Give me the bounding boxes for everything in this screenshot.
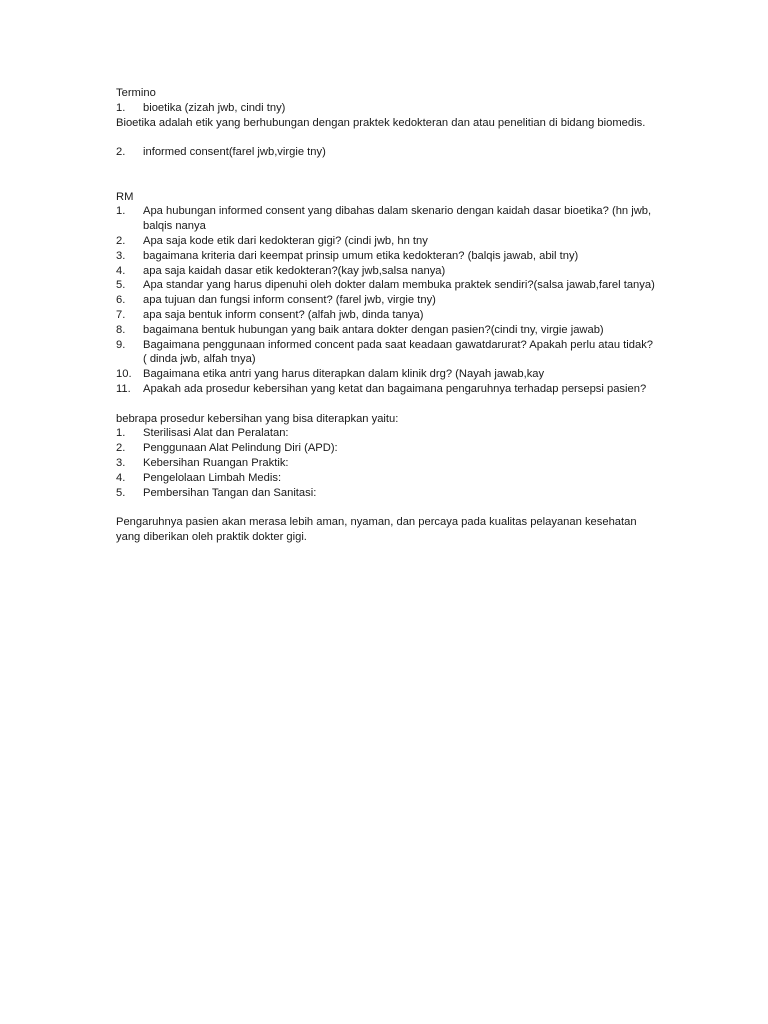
list-item: 4. apa saja kaidah dasar etik kedokteran?(kay jwb,salsa nanya) [116, 264, 446, 277]
document-body [116, 86, 656, 545]
list-item: 10. Bagaimana etika antri yang harus diterapkan dalam klinik drg? (Nayah jawab,kay [116, 368, 545, 381]
list-item: 5. Apa standar yang harus dipenuhi oleh dokter dalam membuka praktek sendiri?(salsa jawab,farel tanya) [116, 279, 655, 292]
list-item: 5. Pembersihan Tangan dan Sanitasi: [116, 486, 317, 499]
prosedur-intro: bebrapa prosedur kebersihan yang bisa diterapkan yaitu: [116, 412, 399, 425]
bioetika-definition: Bioetika adalah etik yang berhubungan dengan praktek kedokteran dan atau penelitian di bidang biomedis. [116, 116, 646, 129]
rm-list [116, 204, 656, 396]
list-item: 1. bioetika (zizah jwb, cindi tny) [116, 101, 286, 114]
conclusion-paragraph: Pengaruhnya pasien akan merasa lebih aman, nyaman, dan percaya pada kualitas pelayanan kesehatan yang diberikan oleh praktik dokter gigi. [116, 516, 637, 543]
list-item: 2. informed consent(farel jwb,virgie tny) [116, 146, 326, 159]
termino-list [116, 101, 656, 116]
list-item: 8. bagaimana bentuk hubungan yang baik antara dokter dengan pasien?(cindi tny, virgie jawab) [116, 323, 604, 336]
rm-heading: RM [116, 190, 134, 203]
list-item: 2. Apa saja kode etik dari kedokteran gigi? (cindi jwb, hn tny [116, 234, 428, 247]
termino-list-2 [116, 145, 656, 160]
list-item: 4. Pengelolaan Limbah Medis: [116, 471, 282, 484]
list-item: 7. apa saja bentuk inform consent? (alfah jwb, dinda tanya) [116, 308, 424, 321]
prosedur-list [116, 426, 656, 500]
list-item: 9. Bagaimana penggunaan informed concent pada saat keadaan gawatdarurat? Apakah perlu atau tidak? ( dinda jwb, alfah tnya) [116, 338, 654, 366]
list-item: 11. Apakah ada prosedur kebersihan yang ketat dan bagaimana pengaruhnya terhadap persepsi pasien? [116, 382, 647, 395]
list-item: 6. apa tujuan dan fungsi inform consent? (farel jwb, virgie tny) [116, 294, 436, 307]
list-item: 3. Kebersihan Ruangan Praktik: [116, 456, 289, 469]
list-item: 1. Sterilisasi Alat dan Peralatan: [116, 427, 289, 440]
list-item: 1. Apa hubungan informed consent yang dibahas dalam skenario dengan kaidah dasar bioetika? (hn jwb, balqis nanya [116, 205, 652, 233]
list-item: 2. Penggunaan Alat Pelindung Diri (APD): [116, 442, 338, 455]
list-item: 3. bagaimana kriteria dari keempat prinsip umum etika kedokteran? (balqis jawab, abil tny) [116, 249, 579, 262]
termino-heading: Termino [116, 87, 156, 99]
